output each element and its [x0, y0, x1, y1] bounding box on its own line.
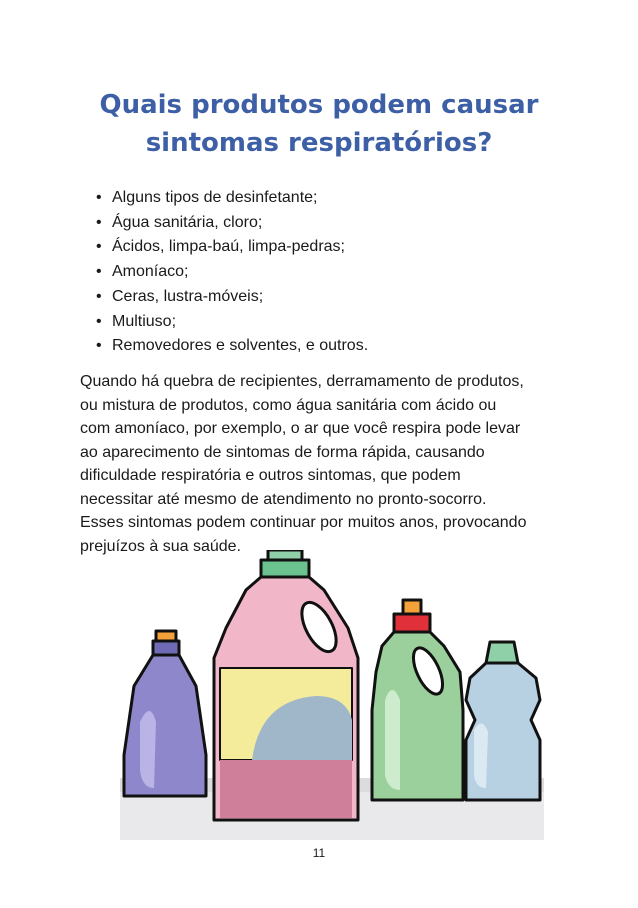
- paragraph-line: dificuldade respiratória e outros sintomas, que podem: [80, 467, 461, 484]
- paragraph-line: com amoníaco, por exemplo, o ar que você respira pode levar: [80, 420, 521, 437]
- body-paragraph: [80, 370, 570, 558]
- list-item: • Amoníaco;: [96, 260, 368, 285]
- pink-jug: [214, 550, 358, 820]
- paragraph-line: Quando há quebra de recipientes, derramamento de produtos,: [80, 373, 524, 390]
- paragraph-line: prejuízos à sua saúde.: [80, 537, 241, 555]
- blue-bottle: [466, 642, 540, 800]
- purple-bottle: [124, 631, 206, 796]
- list-item: • Ceras, lustra-móveis;: [96, 285, 368, 310]
- paragraph-line: ao aparecimento de sintomas de forma rápida, causando: [80, 443, 485, 461]
- title-line-2: sintomas respiratórios?: [145, 128, 493, 158]
- cleaning-bottles-illustration: [120, 550, 544, 840]
- product-list: [96, 186, 368, 359]
- list-item: • Alguns tipos de desinfetante;: [96, 186, 368, 211]
- paragraph-line: Esses sintomas podem continuar por muitos anos, provocando: [80, 514, 527, 531]
- title-line-1: Quais produtos podem causar: [99, 90, 539, 120]
- list-item: • Removedores e solventes, e outros.: [96, 334, 368, 359]
- list-item: • Água sanitária, cloro;: [96, 211, 368, 236]
- paragraph-line: necessitar até mesmo de atendimento no pronto-socorro.: [80, 490, 487, 508]
- list-item: • Multiuso;: [96, 310, 368, 335]
- page-title: [0, 86, 638, 162]
- green-bottle: [372, 600, 463, 800]
- list-item: • Ácidos, limpa-baú, limpa-pedras;: [96, 235, 368, 260]
- page-number: 11: [312, 846, 326, 860]
- paragraph-line: ou mistura de produtos, como água sanitária com ácido ou: [80, 396, 497, 414]
